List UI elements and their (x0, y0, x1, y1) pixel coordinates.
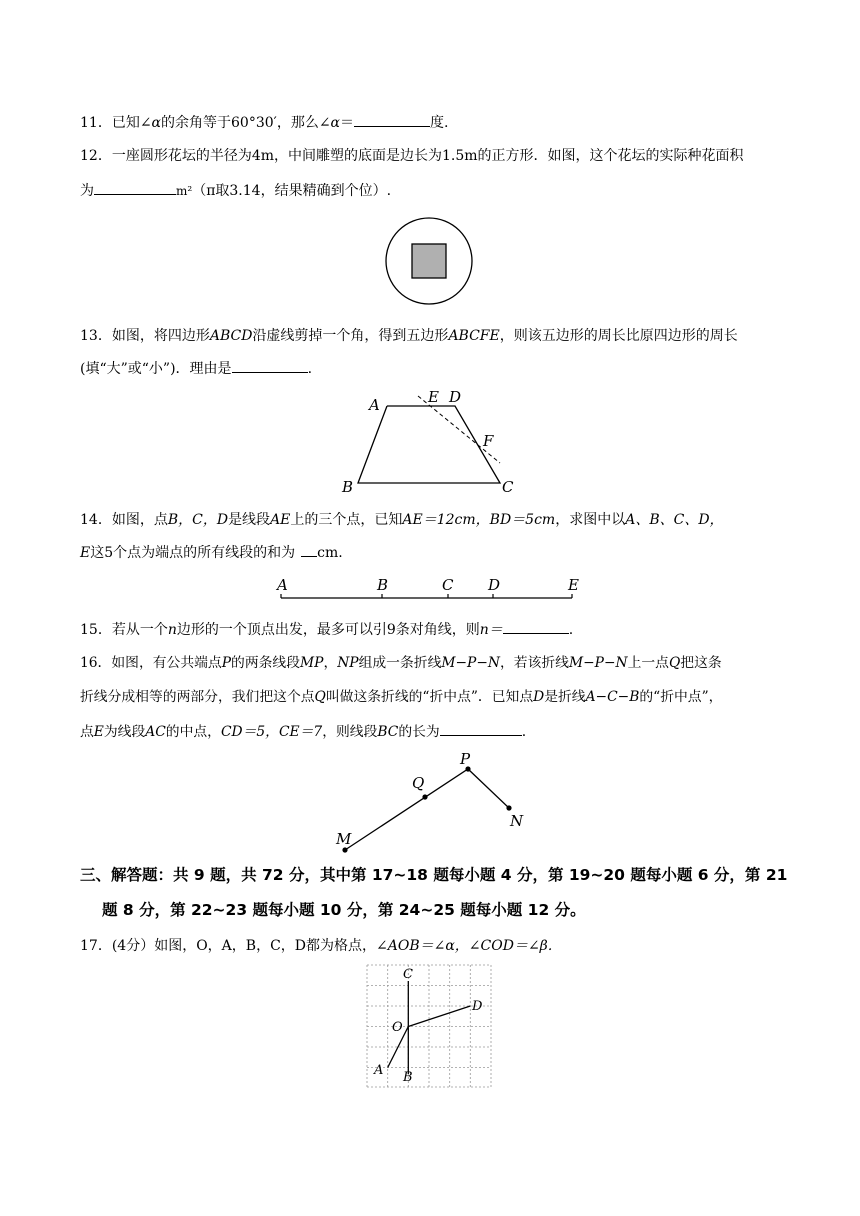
label-A: A (369, 396, 380, 414)
q14-text-a: 如图，点 (111, 512, 168, 528)
q16-text: 的“折中点”， (639, 689, 723, 705)
label-F: F (483, 432, 494, 450)
question-16-line2 (80, 687, 722, 707)
q12-unit: m² (176, 184, 193, 198)
label-A: A (277, 576, 288, 594)
q16-NP: NP (337, 655, 359, 671)
q11-text-mid: 的余角等于60°30′，那么 (161, 115, 319, 131)
question-13-line2 (80, 358, 312, 379)
q12-number: 12． (80, 148, 112, 164)
q11-angle2: ∠α (318, 115, 341, 131)
label-P: P (460, 750, 471, 768)
q17-number: 17． (80, 938, 112, 954)
q15-eq: n＝ (479, 622, 503, 638)
grid (367, 965, 491, 1087)
label-E: E (428, 388, 439, 406)
label-B: B (377, 576, 389, 594)
q16-text: 叫做这条折线的“折中点”．已知点 (325, 689, 534, 705)
q16-Q: Q (668, 655, 681, 671)
q16-E: E (93, 724, 104, 740)
q13-post: . (307, 361, 313, 377)
q16-answer-blank[interactable] (440, 721, 522, 736)
q13-answer-blank[interactable] (232, 358, 308, 373)
q11-post: 度. (430, 115, 449, 131)
q12-post: （π取3.14，结果精确到个位）. (192, 183, 392, 199)
sculpture-square (412, 244, 446, 278)
label-N: N (510, 812, 524, 830)
section-3-heading-line1: 三、解答题：共 9 题，共 72 分，其中第 17~18 题每小题 4 分，第 19~20 题每小题 6 分，第 21 (80, 866, 788, 884)
quad-outline (358, 406, 500, 483)
q16-condition: CD＝5，CE＝7 (220, 724, 323, 740)
q16-Q: Q (314, 689, 326, 705)
q16-AC: AC (145, 724, 166, 740)
label-D: D (449, 388, 462, 406)
q16-MP: MP (300, 655, 324, 671)
q15-answer-blank[interactable] (503, 619, 569, 634)
label-D: D (472, 999, 483, 1014)
label-B: B (342, 478, 354, 496)
label-D: D (488, 576, 501, 594)
q13-text-d: (填“大”或“小”)．理由是 (80, 361, 232, 377)
q14-points2: A、B、C、D， (625, 512, 724, 528)
question-11 (80, 112, 448, 133)
q16-ACB: A−C−B (585, 689, 640, 705)
q12-text: 一座圆形花坛的半径为4m，中间雕塑的底面是边长为1.5m的正方形．如图，这个花坛的实际种花面积 (111, 148, 744, 164)
q15-mid: 边形的一个顶点出发，最多可以引9条对角线，则 (176, 622, 480, 638)
q14-point-e: E (80, 545, 91, 561)
q12-answer-blank[interactable] (94, 180, 176, 195)
q13-number: 13． (80, 328, 112, 344)
point-N (506, 805, 511, 810)
q17-points: (4分）如图，O，A，B，C，D (111, 938, 307, 954)
q16-text: 把这条 (680, 655, 722, 671)
q14-points: B，C，D (167, 512, 229, 528)
q16-text: 点 (80, 724, 94, 740)
label-C: C (502, 478, 514, 496)
q13-figure (340, 388, 530, 494)
q14-number: 14． (80, 512, 112, 528)
q15-pre: 若从一个 (111, 622, 168, 638)
question-17 (80, 936, 562, 956)
q16-text: 组成一条折线 (358, 655, 442, 671)
q16-P: P (221, 655, 232, 671)
q15-post: . (568, 622, 574, 638)
q12-figure (384, 216, 474, 306)
section-3-heading-line2: 题 8 分，第 22~23 题每小题 10 分，第 24~25 题每小题 12 分。 (102, 901, 586, 919)
q15-number: 15． (80, 622, 112, 638)
q13-text-b: 沿虚线剪掉一个角，得到五边形 (252, 328, 449, 344)
q17-condition: ∠AOB＝∠α，∠COD＝∠β． (376, 938, 562, 954)
q11-answer-blank[interactable] (354, 112, 430, 127)
q16-text: 为线段 (103, 724, 146, 740)
q16-text: ，若该折线 (499, 655, 569, 671)
q16-text: 上一点 (627, 655, 669, 671)
q11-number: 11． (80, 115, 112, 131)
question-12-line1 (80, 146, 744, 166)
label-C: C (442, 576, 454, 594)
q11-angle: ∠α (139, 115, 162, 131)
question-15 (80, 619, 573, 640)
q16-number: 16． (80, 655, 112, 671)
label-Q: Q (412, 774, 425, 792)
q17-figure (366, 964, 492, 1088)
q14-post: cm. (317, 545, 343, 561)
q13-text-a: 如图，将四边形 (111, 328, 210, 344)
q14-text-d: ，求图中以 (555, 512, 626, 528)
label-A: A (374, 1063, 384, 1078)
q14-text-b: 是线段 (228, 512, 271, 528)
q12-pre: 为 (80, 183, 94, 199)
label-E: E (568, 576, 579, 594)
cut-dashed-line (418, 396, 500, 463)
q14-figure (272, 574, 592, 604)
q14-text-e: 这5个点为端点的所有线段的和为 (90, 545, 296, 561)
q16-text: 的两条线段 (231, 655, 301, 671)
q16-D: D (533, 689, 545, 705)
q16-post: . (521, 724, 527, 740)
q16-text: 的长为 (398, 724, 440, 740)
q14-segment: AE (270, 512, 291, 528)
broken-line-MPN (345, 769, 509, 850)
q13-shape1: ABCD (209, 328, 253, 344)
point-Q (422, 794, 427, 799)
q13-text-c: ，则该五边形的周长比原四边形的周长 (499, 328, 738, 344)
question-13-line1 (80, 326, 738, 346)
question-16-line3 (80, 721, 526, 742)
question-14-line1 (80, 510, 724, 530)
label-C: C (403, 967, 413, 982)
q16-BC: BC (377, 724, 399, 740)
ray-OD (408, 1006, 470, 1027)
q16-MPN: M−P−N (441, 655, 500, 671)
q16-text: ，则线段 (322, 724, 378, 740)
question-12-line2 (80, 180, 391, 201)
q16-text: 折线分成相等的两部分，我们把这个点 (80, 689, 315, 705)
q11-text: 已知 (111, 115, 140, 131)
q17-text: 都为格点， (306, 938, 377, 954)
q16-text: 如图，有公共端点 (111, 655, 222, 671)
q16-MPN: M−P−N (568, 655, 628, 671)
q11-eq: ＝ (340, 115, 355, 131)
label-B: B (403, 1070, 413, 1085)
q16-figure (330, 750, 530, 856)
q15-n: n (167, 622, 177, 638)
q13-shape2: ABCFE (448, 328, 500, 344)
question-14-line2 (80, 542, 343, 563)
point-M (342, 847, 347, 852)
q16-text: ， (323, 655, 338, 671)
q14-answer-blank[interactable] (301, 542, 317, 557)
q14-text-c: 上的三个点，已知 (290, 512, 403, 528)
q16-text: 是折线 (544, 689, 586, 705)
question-16-line1 (80, 653, 722, 673)
q14-condition: AE＝12cm，BD＝5cm (402, 512, 556, 528)
q16-text: 的中点， (165, 724, 221, 740)
label-M: M (336, 830, 352, 848)
label-O: O (392, 1020, 403, 1035)
